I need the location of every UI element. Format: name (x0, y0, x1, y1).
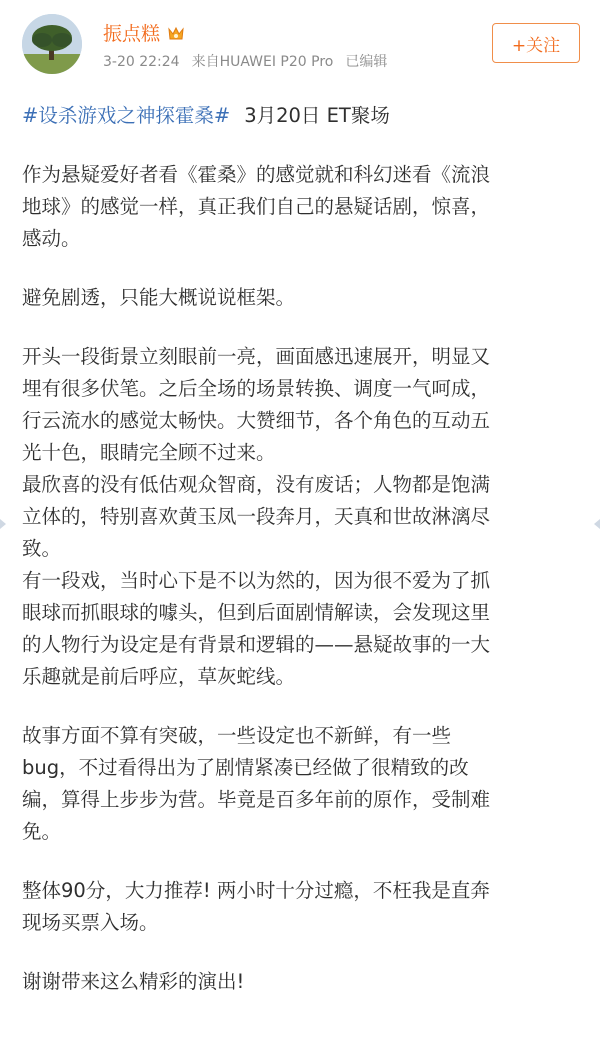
post-line: 的人物行为设定是有背景和逻辑的——悬疑故事的一大 (22, 633, 491, 656)
left-edge-marker-icon (0, 519, 7, 529)
post-line: 有一段戏，当时心下是不以为然的，因为很不爱为了抓 (22, 569, 491, 592)
post-line: 避免剧透，只能大概说说框架。 (22, 286, 296, 309)
post-line: 光十色，眼睛完全顾不过来。 (22, 441, 276, 464)
post-line: 免。 (22, 820, 62, 843)
follow-button[interactable]: +关注 (492, 23, 580, 63)
post-meta (103, 52, 387, 72)
post-line: 致。 (22, 537, 62, 560)
post-line: bug，不过看得出为了剧情紧凑已经做了很精致的改 (22, 756, 469, 779)
post-device: 来自HUAWEI P20 Pro (191, 54, 334, 70)
post-line: 整体90分，大力推荐! 两小时十分过瘾，不枉我是直奔 (22, 879, 490, 902)
topic-suffix: 3月20日 ET聚场 (244, 104, 390, 127)
tree-avatar-icon (22, 14, 82, 74)
topic-link[interactable]: #设杀游戏之神探霍桑# (22, 104, 231, 127)
post-line: 故事方面不算有突破，一些设定也不新鲜，有一些 (22, 724, 452, 747)
post-line: 立体的，特别喜欢黄玉凤一段奔月，天真和世故淋漓尽 (22, 505, 491, 528)
post-content (22, 100, 582, 998)
post-line: 乐趣就是前后呼应，草灰蛇线。 (22, 665, 296, 688)
post-line: 开头一段街景立刻眼前一亮，画面感迅速展开，明显又 (22, 345, 491, 368)
username-text[interactable]: 振点糕 (103, 23, 161, 45)
post-line: 最欣喜的没有低估观众智商，没有废话；人物都是饱满 (22, 473, 491, 496)
post-line: 埋有很多伏笔。之后全场的场景转换、调度一气呵成， (22, 377, 491, 400)
post-line: 眼球而抓眼球的噱头，但到后面剧情解读，会发现这里 (22, 601, 491, 624)
post-line: 编，算得上步步为营。毕竟是百多年前的原作，受制难 (22, 788, 491, 811)
vip-badge-icon (166, 25, 186, 43)
post-time: 3-20 22:24 (103, 54, 180, 70)
right-edge-marker-icon (593, 519, 600, 529)
post-line: 现场买票入场。 (22, 911, 159, 934)
avatar[interactable] (22, 14, 82, 74)
post-line: 谢谢带来这么精彩的演出! (22, 970, 245, 993)
post-line: 地球》的感觉一样，真正我们自己的悬疑话剧，惊喜， (22, 195, 491, 218)
edited-label: 已编辑 (345, 54, 388, 70)
topic-line (22, 100, 582, 132)
username[interactable] (103, 22, 186, 46)
post-line: 行云流水的感觉太畅快。大赞细节，各个角色的互动五 (22, 409, 491, 432)
post-line: 感动。 (22, 227, 81, 250)
post-line: 作为悬疑爱好者看《霍桑》的感觉就和科幻迷看《流浪 (22, 163, 491, 186)
